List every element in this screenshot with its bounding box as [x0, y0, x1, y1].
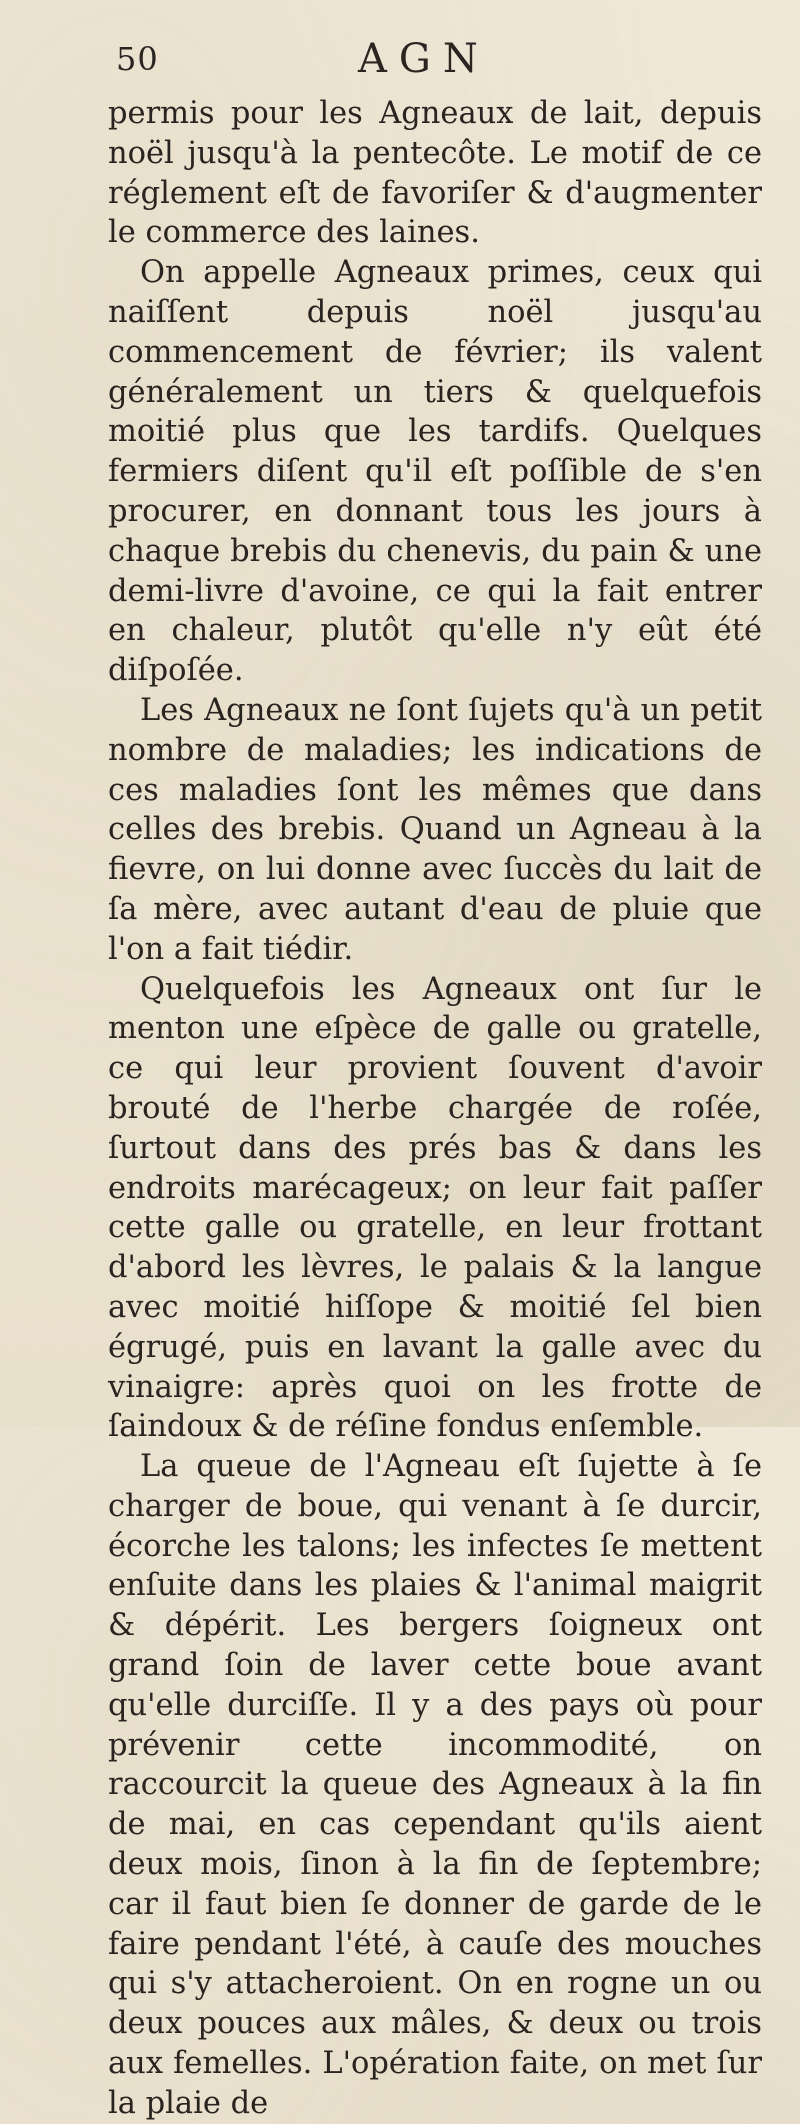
paragraph-2: On appelle Agneaux primes, ceux qui naiſſent depuis noël jusqu'au commencement de février; ils valent généralement un tiers & quelquefois moitié plus que les tardifs. Quelques fermiers diſent qu'il eſt poſſible de s'en procurer, en donnant tous les jours à chaque brebis du chenevis, du pain & une demi-livre d'avoine, ce qui la fait entrer en chaleur, plutôt qu'elle n'y eût été diſpoſée.: [108, 255, 762, 689]
paragraph-1: permis pour les Agneaux de lait, depuis noël jusqu'à la pentecôte. Le motif de ce réglement eſt de favoriſer & d'augmenter le commerce des laines.: [108, 96, 762, 251]
page-header: [0, 34, 800, 94]
paragraph-5: La queue de l'Agneau eſt ſujette à ſe charger de boue, qui venant à ſe durcir, écorche les talons; les infectes ſe mettent enſuite dans les plaies & l'animal maigrit & dépérit. Les bergers ſoigneux ont grand ſoin de laver cette boue avant qu'elle durciſſe. Il y a des pays où pour prévenir cette incommodité, on raccourcit la queue des Agneaux à la fin de mai, en cas cependant qu'ils aient deux mois, ſinon à la fin de ſeptembre; car il faut bien ſe donner de garde de le faire pendant l'été, à cauſe des mouches qui s'y attacheroient. On en rogne un ou deux pouces aux mâles, & deux ou trois aux femelles. L'opération faite, on met ſur la plaie de: [108, 1449, 762, 2121]
paragraph-4: Quelquefois les Agneaux ont ſur le menton une eſpèce de galle ou gratelle, ce qui leur provient ſouvent d'avoir brouté de l'herbe chargée de roſée, ſurtout dans des prés bas & dans les endroits marécageux; on leur fait paſſer cette galle ou gratelle, en leur frottant d'abord les lèvres, le palais & la langue avec moitié hiſſope & moitié ſel bien égrugé, puis en lavant la galle avec du vinaigre: après quoi on les frotte de ſaindoux & de réſine fondus enſemble.: [108, 971, 762, 1445]
running-head: AGN: [358, 36, 490, 82]
body-text: [108, 94, 762, 2124]
paragraph-3: Les Agneaux ne ſont ſujets qu'à un petit nombre de maladies; les indications de ces maladies ſont les mêmes que dans celles des brebis. Quand un Agneau à la fievre, on lui donne avec ſuccès du lait de ſa mère, avec autant d'eau de pluie que l'on a fait tiédir.: [108, 692, 762, 967]
page-number: 50: [116, 40, 159, 78]
